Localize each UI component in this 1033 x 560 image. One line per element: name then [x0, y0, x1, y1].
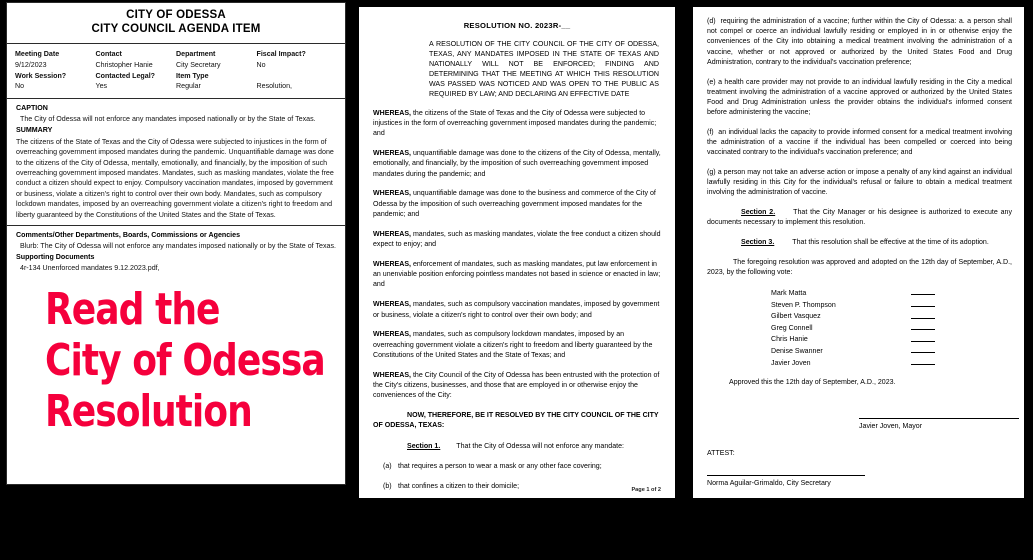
vote-blank-line[interactable]: [911, 352, 935, 353]
vote-row: [771, 323, 1012, 335]
value-meeting-date: 9/12/2023: [15, 60, 47, 69]
attorney-signature-label: Daniel C. Jones, City Attorney: [707, 551, 801, 559]
item-text: that confines a citizen to their domicile;: [398, 483, 520, 491]
approved-as-to-form-label: APPROVED AS TO FORM:: [707, 507, 794, 515]
whereas-clause: [373, 230, 661, 251]
item-label: (g): [707, 168, 716, 176]
callout-line-1: Read the: [45, 284, 220, 335]
label-contacted-legal: Contacted Legal?: [95, 71, 156, 80]
comments-text: Blurb: The City of Odessa will not enforce any mandates imposed nationally or by the State of Texas.: [20, 242, 336, 251]
secretary-signature-label: Norma Aguilar-Grimaldo, City Secretary: [707, 480, 831, 488]
label-item-type: Item Type: [176, 71, 209, 80]
item-label: (a): [383, 462, 392, 470]
whereas-label: WHEREAS,: [373, 331, 411, 339]
whereas-text: unquantifiable damage was done to the business and commerce of the City of Odessa by the imposition of such overreaching government imposed mandates for the pandemic; and: [373, 190, 656, 218]
whereas-text: mandates, such as masking mandates, violate the free conduct a citizen should expect to enjoy; and: [373, 230, 661, 249]
section-1-line: [373, 442, 661, 452]
whereas-clause: [373, 109, 661, 140]
resolution-page-2-panel: [682, 0, 1033, 559]
approved-date-line: Approved this the 12th day of September, A.D., 2023.: [729, 379, 896, 387]
vote-blank-line[interactable]: [911, 329, 935, 330]
meta-value-row-1: [15, 60, 337, 71]
item-text: requiring the administration of a vaccine; further within the City of Odessa: a. a person shall not compel or coerce an individual lawfully residing or employed in in or otherwise enjoy the conveniences of the City into obtaining a medical treatment involving the administration of a vaccine, whether or not approved or authorized by the United States Food and Drug Administration, contrary to the individual's vaccination preference;: [707, 18, 1012, 66]
vote-blank-line[interactable]: [911, 294, 935, 295]
agenda-meta-table: [7, 43, 345, 98]
vote-row: [771, 334, 1012, 346]
attest-label: ATTEST:: [707, 450, 735, 458]
mayor-signature-label: Javier Joven, Mayor: [859, 423, 923, 431]
council-member-name: Mark Matta: [771, 290, 807, 298]
value-contacted-legal: Yes: [95, 82, 108, 91]
label-fiscal-impact: Fiscal Impact?: [256, 50, 306, 58]
caption-summary-block: [7, 98, 345, 225]
item-text: a health care provider may not provide to an individual lawfully residing in the City a medical treatment involving the administration of a vaccine approved or authorized by the United States Food and Drug Administration unless the provider obtains the individual's informed consent before administering the vaccine;: [707, 78, 1012, 117]
vote-blank-line[interactable]: [911, 318, 935, 319]
label-meeting-date: Meeting Date: [15, 50, 60, 58]
vote-row: [771, 300, 1012, 312]
section-1-item: [707, 78, 1012, 119]
callout-line-3: Resolution: [45, 386, 252, 437]
whereas-label: WHEREAS,: [373, 149, 411, 157]
comments-documents-block: [7, 225, 345, 278]
agenda-item-page: [6, 2, 346, 485]
section-1-item: [707, 128, 1012, 159]
item-label: (e): [707, 78, 716, 86]
council-member-name: Denise Swanner: [771, 348, 823, 356]
resolution-number-title: RESOLUTION NO. 2023R-__: [463, 21, 571, 30]
meta-header-row-1: [15, 49, 337, 60]
mayor-signature-block: [859, 418, 1019, 432]
vote-row: [771, 311, 1012, 323]
vote-blank-line[interactable]: [911, 341, 935, 342]
foregoing-text: The foregoing resolution was approved and adopted on the 12th day of September, A.D., 2023, by the following vote:: [707, 258, 1012, 276]
whereas-text: mandates, such as compulsory lockdown mandates, imposed by an overreaching government violate a citizen's right to freedom and liberty guaranteed by the Constitutions of the United States and the State of Texas; and: [373, 331, 653, 359]
resolution-page-2: [690, 4, 1027, 559]
label-spacer: [257, 71, 338, 82]
item-label: (b): [383, 483, 392, 491]
whereas-clause: [373, 189, 661, 220]
caption-heading: CAPTION: [16, 104, 48, 113]
whereas-label: WHEREAS,: [373, 230, 411, 238]
value-item-type-extra: Resolution,: [256, 82, 292, 91]
whereas-clause: [373, 371, 661, 402]
section-3-text: That this resolution shall be effective at the time of its adoption.: [792, 238, 989, 246]
value-department: City Secretary: [176, 60, 221, 69]
item-text: that requires businesses to alter their business operation including but not limited to spacing requirements, modified hours of operations, or cessation of operations;: [383, 503, 659, 521]
vote-row: [771, 358, 1012, 370]
item-text: an individual lacks the capacity to provide informed consent for a medical treatment involving the administration of a vaccine if the individual has been compelled or coerced into being vaccinated contrary to the individual's vaccination preference; and: [707, 128, 1013, 157]
value-contact: Christopher Hanie: [95, 60, 153, 69]
meta-header-row-2: [15, 71, 337, 82]
vote-row: [771, 288, 1012, 300]
whereas-text: enforcement of mandates, such as masking mandates, put law enforcement in an unenviable position enforcing pointless mandates not based in science or enacted in law; and: [373, 260, 661, 289]
resolution-intro-paragraph: A RESOLUTION OF THE CITY COUNCIL OF THE CITY OF ODESSA, TEXAS, ANY MANDATES IMPOSED IN THE STATE OF TEXAS AND NATIONALLY WILL NOT BE ENFORCED; FINDING AND DETERMINING THAT THE MEETING AT WHICH THIS RESOLUTION WAS PASSED WAS NOTICED AND WAS OPEN TO THE PUBLIC AS REQUIRED BY LAW; AND DECLARING AN EFFECTIVE DATE: [429, 40, 659, 99]
resolution-page-1: [356, 4, 678, 521]
whereas-label: WHEREAS,: [373, 371, 411, 379]
council-vote-list: [707, 288, 1012, 369]
section-2-text: That the City Manager or his designee is authorized to execute any documents necessary to implement this resolution.: [707, 209, 1012, 227]
council-member-name: Steven P. Thompson: [771, 301, 836, 309]
item-label: (d): [707, 18, 716, 25]
vote-row: [771, 346, 1012, 358]
council-member-name: Gilbert Vasquez: [771, 313, 821, 321]
summary-text: The citizens of the State of Texas and the City of Odessa were subjected to injustices in the form of overreaching government imposed mandates during the pandemic. Unquantifiable damage was done to the citizens of the City of Odessa, mentally, emotionally, and financially, by the imposition of such overreaching government imposed mandates. Mandates, such as masking mandates, violate the free conduct a citizen should expect to enjoy. Compulsory vaccination mandates, imposed by government or business, violate a citizen's right to control over their own body. Mandates, such as compulsory lockdown mandates, imposed by an overreaching government violate a citizen's right to freedom and liberty guaranteed by the Constitutions of the United States and the State of Texas.: [16, 137, 334, 219]
item-label: (c): [383, 503, 392, 511]
label-work-session: Work Session?: [15, 71, 67, 80]
section-1-item: [707, 168, 1012, 199]
section-1-label: Section 1.: [407, 442, 441, 450]
resolution-page-1-panel: [352, 0, 682, 521]
council-member-name: Greg Connell: [771, 324, 813, 332]
page-number-footer: Page 1 of 2: [631, 487, 661, 493]
whereas-label: WHEREAS,: [373, 190, 411, 198]
section-1-item: [373, 462, 661, 472]
read-resolution-callout: [45, 284, 345, 437]
section-3-paragraph: [707, 238, 1012, 248]
section-2-paragraph: [707, 208, 1012, 228]
agenda-title-line-1: CITY OF ODESSA: [126, 9, 226, 21]
caption-text: The City of Odessa will not enforce any mandates imposed nationally or by the State of Texas.: [20, 115, 316, 124]
whereas-label: WHEREAS,: [373, 301, 411, 309]
meta-value-row-2: [15, 81, 337, 92]
callout-line-2: City of Odessa: [45, 335, 325, 386]
section-3-label: Section 3.: [741, 238, 775, 246]
value-fiscal-impact: No: [256, 60, 266, 69]
agenda-title-line-2: CITY COUNCIL AGENDA ITEM: [91, 22, 261, 35]
item-text: a person may not take an adverse action or impose a penalty of any kind against an individual lawfully residing in this City for the individual's refusal or failure to obtain a medical treatment involving the administration of vaccine.: [707, 168, 1012, 197]
section-1-item: [707, 17, 1012, 68]
item-text: that requires a person to wear a mask or any other face covering;: [398, 462, 602, 470]
supporting-documents-heading: Supporting Documents: [16, 252, 95, 261]
whereas-text: unquantifiable damage was done to the citizens of the City of Odessa, mentally, emotionally, and financially, by the imposition of such overreaching government imposed mandates during the pandemic; and: [373, 149, 661, 178]
whereas-clause: [373, 149, 661, 180]
section-1-text: That the City of Odessa will not enforce any mandate:: [456, 442, 624, 450]
agenda-page-title: [7, 3, 345, 43]
section-1-item: [373, 482, 661, 492]
vote-blank-line[interactable]: [911, 364, 935, 365]
council-member-name: Javier Joven: [771, 359, 811, 367]
section-2-label: Section 2.: [741, 209, 776, 217]
section-1-item: [373, 503, 661, 524]
label-department: Department: [176, 50, 216, 58]
vote-blank-line[interactable]: [911, 306, 935, 307]
council-member-name: Chris Hanie: [771, 336, 808, 344]
whereas-text: mandates, such as compulsory vaccination mandates, imposed by government or business, violate a citizen's right to control over their own body; and: [373, 301, 660, 319]
secretary-signature-block: [707, 475, 865, 489]
supporting-documents-file[interactable]: 4r-134 Unenforced mandates 9.12.2023.pdf,: [20, 263, 160, 272]
comments-heading: Comments/Other Departments, Boards, Commissions or Agencies: [16, 231, 241, 240]
whereas-clause: [373, 260, 661, 291]
attorney-signature-block: [707, 546, 865, 560]
now-therefore-resolved: NOW, THEREFORE, BE IT RESOLVED BY THE CITY COUNCIL OF THE CITY OF ODESSA, TEXAS:: [373, 412, 659, 430]
whereas-label: WHEREAS,: [373, 109, 411, 117]
agenda-item-panel: [0, 0, 352, 505]
whereas-text: the City Council of the City of Odessa has been entrusted with the protection of the City's citizens, businesses, and those that are employed in or otherwise enjoy the conveniences of the City:: [373, 371, 660, 400]
value-work-session: No: [15, 82, 25, 91]
summary-heading: SUMMARY: [16, 125, 53, 134]
label-contact: Contact: [95, 50, 122, 58]
foregoing-resolution-paragraph: [707, 258, 1012, 278]
whereas-clause: [373, 330, 661, 361]
item-label: (f): [707, 128, 714, 136]
whereas-text: the citizens of the State of Texas and the City of Odessa were subjected to injustices in the form of overreaching government imposed mandates during the pandemic; and: [373, 109, 657, 138]
value-item-type: Regular: [176, 82, 201, 91]
whereas-label: WHEREAS,: [373, 260, 411, 268]
whereas-clause: [373, 300, 661, 321]
